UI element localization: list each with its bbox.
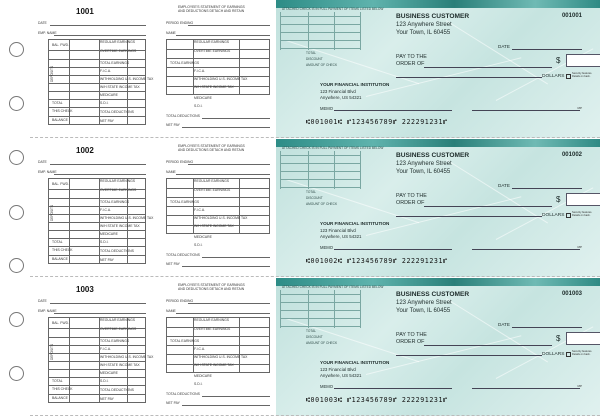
stub-fica-label: F.I.C.A. — [100, 347, 112, 351]
memo-line[interactable] — [334, 110, 452, 111]
stub-name-line[interactable] — [176, 313, 270, 314]
stub-total-earnings-label-2: TOTAL EARNINGS — [170, 200, 200, 204]
business-address-line1: 123 Anywhere Street — [396, 300, 452, 306]
stub-deposits-label: DEPOSITS — [50, 65, 54, 82]
bank-name: YOUR FINANCIAL INSTITUTION — [320, 221, 390, 226]
stub-total-deductions-line[interactable] — [202, 257, 270, 258]
amount-box[interactable] — [566, 54, 600, 67]
stub-period-ending-line[interactable] — [188, 25, 270, 26]
check-side-total: TOTAL — [306, 329, 316, 333]
stub-overtime-earnings-label: OVERTIME EARNINGS — [100, 327, 137, 331]
amount-box[interactable] — [566, 193, 600, 206]
amount-words-line[interactable] — [396, 77, 542, 78]
stub-deposits-label: DEPOSITS — [50, 343, 54, 360]
bank-address-line2: Anywhere, US 54321 — [320, 373, 362, 378]
stub-sdi-label-2: S.D.I. — [194, 104, 203, 108]
stub-balance-label: BALANCE — [52, 257, 68, 261]
stub-balance-label: BALANCE — [52, 396, 68, 400]
security-note: Security features. Details on back. — [572, 350, 593, 356]
memo-label: MEMO — [320, 106, 334, 111]
business-address-line1: 123 Anywhere Street — [396, 22, 452, 28]
stub-medicare-label-2: MEDICARE — [194, 96, 212, 100]
stub-fica-label: F.I.C.A. — [100, 69, 112, 73]
stub-total-earnings-label: TOTAL EARNINGS — [100, 200, 130, 204]
stub-medicare-label-2: MEDICARE — [194, 374, 212, 378]
stub-emp-name-line[interactable] — [54, 174, 146, 175]
business-address-line2: Your Town, IL 60455 — [396, 169, 451, 175]
payee-line[interactable] — [424, 345, 552, 346]
check-side-discount: DISCOUNT — [306, 335, 323, 339]
micr-line: ⑆001003⑆ ⑈123456789⑈ 222291231⑈ — [306, 396, 448, 404]
stub-name-label: NAME — [166, 31, 176, 35]
micr-line: ⑆001002⑆ ⑈123456789⑈ 222291231⑈ — [306, 257, 448, 265]
pay-to-label-line2: ORDER OF — [396, 339, 425, 345]
mp-label: MP — [577, 106, 582, 110]
check — [276, 0, 600, 138]
check-date-line[interactable] — [512, 49, 582, 50]
check-number: 001003 — [561, 291, 582, 297]
stub-medicare-label: MEDICARE — [100, 371, 118, 375]
stub-net-pay-label-2: NET PAY — [166, 401, 180, 405]
stub-overtime-earnings-label: OVERTIME EARNINGS — [100, 188, 137, 192]
payee-line[interactable] — [424, 67, 552, 68]
stub-emp-name-line[interactable] — [54, 313, 146, 314]
check-side-discount: DISCOUNT — [306, 57, 323, 61]
stub-fica-label: F.I.C.A. — [100, 208, 112, 212]
binder-hole-icon — [9, 258, 24, 273]
dollars-label: DOLLARS — [542, 74, 565, 79]
stub-number: 1001 — [76, 7, 94, 16]
check-number: 001002 — [561, 152, 582, 158]
stub-total-earnings-label: TOTAL EARNINGS — [100, 339, 130, 343]
memo-label: MEMO — [320, 384, 334, 389]
check-side-total: TOTAL — [306, 51, 316, 55]
stub-balance-label: BALANCE — [52, 118, 68, 122]
memo-label: MEMO — [320, 245, 334, 250]
stub-statement-line1: EMPLOYEE'S STATEMENT OF EARNINGS — [178, 283, 245, 287]
stub-date-line[interactable] — [50, 164, 146, 165]
stub-number: 1003 — [76, 285, 94, 294]
stub-regular-earnings-label-2: REGULAR EARNINGS — [194, 40, 230, 44]
dollars-label: DOLLARS — [542, 213, 565, 218]
check-side-discount: DISCOUNT — [306, 196, 323, 200]
security-note: Security features. Details on back. — [572, 72, 593, 78]
stub-fica-label-2: F.I.C.A. — [194, 69, 206, 73]
pay-to-label-line2: ORDER OF — [396, 200, 425, 206]
pay-to-label-line1: PAY TO THE — [396, 54, 427, 60]
pay-to-label-line1: PAY TO THE — [396, 193, 427, 199]
stub-date-label: DATE — [38, 21, 47, 25]
security-note: Security features. Details on back. — [572, 211, 593, 217]
stub-emp-name-label: EMP. NAME — [38, 309, 57, 313]
stub-total-deductions-label: TOTAL DEDUCTIONS — [100, 110, 134, 114]
stub-sdi-label-2: S.D.I. — [194, 243, 203, 247]
stub-medicare-label: MEDICARE — [100, 232, 118, 236]
stub-withholding-us-label: WITHHOLDING U.S. INCOME TAX — [100, 355, 154, 359]
stub-total-deductions-label: TOTAL DEDUCTIONS — [100, 249, 134, 253]
memo-line[interactable] — [334, 249, 452, 250]
check-date-label: DATE — [498, 322, 510, 327]
pay-stub — [30, 139, 274, 277]
bank-address-line2: Anywhere, US 54321 — [320, 95, 362, 100]
stub-withholding-state-label: W/H STATE INCOME TAX — [100, 224, 140, 228]
stub-withholding-state-label: W/H STATE INCOME TAX — [100, 85, 140, 89]
amount-words-line[interactable] — [396, 216, 542, 217]
check-number: 001001 — [561, 13, 582, 19]
dollar-sign: $ — [556, 56, 561, 65]
stub-date-line[interactable] — [50, 25, 146, 26]
check-side-header: ATTACHED CHECK IS IN FULL PAYMENT OF ITEMS LISTED BELOW — [282, 7, 384, 11]
stub-statement-line2: AND DEDUCTIONS DETACH AND RETAIN — [178, 148, 245, 152]
stub-name-label: NAME — [166, 309, 176, 313]
stub-date-line[interactable] — [50, 303, 146, 304]
mp-label: MP — [577, 384, 582, 388]
stub-net-pay-line[interactable] — [182, 266, 270, 267]
check — [276, 139, 600, 277]
stub-emp-name-line[interactable] — [54, 35, 146, 36]
stub-total-earnings-label-2: TOTAL EARNINGS — [170, 339, 200, 343]
stub-sdi-label: S.D.I. — [100, 101, 109, 105]
check-date-label: DATE — [498, 183, 510, 188]
stub-total-deductions-label-2: TOTAL DEDUCTIONS — [166, 253, 200, 257]
stub-name-line[interactable] — [176, 35, 270, 36]
stub-withholding-us-label-2: WITHHOLDING U.S. INCOME TAX — [194, 355, 248, 359]
stub-total-deductions-label: TOTAL DEDUCTIONS — [100, 388, 134, 392]
stub-withholding-us-label-2: WITHHOLDING U.S. INCOME TAX — [194, 77, 248, 81]
check-row — [30, 139, 600, 277]
memo-line[interactable] — [334, 388, 452, 389]
stub-total-label: TOTAL — [52, 379, 63, 383]
business-name: BUSINESS CUSTOMER — [396, 13, 470, 20]
stub-total-deductions-line[interactable] — [202, 118, 270, 119]
check-side-amount: AMOUNT OF CHECK — [306, 63, 338, 67]
stub-name-label: NAME — [166, 170, 176, 174]
pay-to-label-line1: PAY TO THE — [396, 332, 427, 338]
perforation-line — [30, 276, 600, 277]
stub-net-pay-label-2: NET PAY — [166, 262, 180, 266]
business-address-line2: Your Town, IL 60455 — [396, 308, 451, 314]
business-address-line2: Your Town, IL 60455 — [396, 30, 451, 36]
stub-total-deductions-line[interactable] — [202, 396, 270, 397]
stub-total-label: TOTAL — [52, 101, 63, 105]
stub-sdi-label-2: S.D.I. — [194, 382, 203, 386]
check-row — [30, 0, 600, 138]
stub-bal-fwd-label: BAL. FWD. — [52, 43, 69, 47]
check — [276, 278, 600, 416]
signature-line[interactable] — [472, 388, 580, 389]
dollar-sign: $ — [556, 195, 561, 204]
stub-sdi-label: S.D.I. — [100, 240, 109, 244]
pay-stub — [30, 0, 274, 138]
stub-this-check-label: THIS CHECK — [52, 248, 73, 252]
padlock-icon — [566, 213, 571, 218]
binder-hole-icon — [9, 366, 24, 381]
check-side-header: ATTACHED CHECK IS IN FULL PAYMENT OF ITEMS LISTED BELOW — [282, 146, 384, 150]
micr-line: ⑆001001⑆ ⑈123456789⑈ 222291231⑈ — [306, 118, 448, 126]
check-date-label: DATE — [498, 44, 510, 49]
stub-net-pay-line[interactable] — [182, 127, 270, 128]
signature-line[interactable] — [472, 249, 580, 250]
stub-date-label: DATE — [38, 299, 47, 303]
stub-withholding-us-label-2: WITHHOLDING U.S. INCOME TAX — [194, 216, 248, 220]
pay-stub — [30, 278, 274, 416]
stub-total-label: TOTAL — [52, 240, 63, 244]
stub-net-pay-label: NET PAY — [100, 397, 114, 401]
check-date-line[interactable] — [512, 188, 582, 189]
padlock-icon — [566, 352, 571, 357]
bank-address-line1: 123 Financial Blvd — [320, 89, 356, 94]
stub-withholding-us-label: WITHHOLDING U.S. INCOME TAX — [100, 77, 154, 81]
stub-fica-label-2: F.I.C.A. — [194, 208, 206, 212]
bank-address-line1: 123 Financial Blvd — [320, 367, 356, 372]
stub-emp-name-label: EMP. NAME — [38, 31, 57, 35]
stub-regular-earnings-label: REGULAR EARNINGS — [100, 40, 136, 44]
pay-to-label-line2: ORDER OF — [396, 61, 425, 67]
stub-bal-fwd-label: BAL. FWD. — [52, 321, 69, 325]
stub-overtime-earnings-label-2: OVERTIME EARNINGS — [194, 188, 231, 192]
amount-words-line[interactable] — [396, 355, 542, 356]
stub-overtime-earnings-label-2: OVERTIME EARNINGS — [194, 49, 231, 53]
stub-period-ending-line[interactable] — [188, 303, 270, 304]
stub-period-ending-line[interactable] — [188, 164, 270, 165]
stub-regular-earnings-label: REGULAR EARNINGS — [100, 179, 136, 183]
binder-hole-icon — [9, 205, 24, 220]
stub-bal-fwd-label: BAL. FWD. — [52, 182, 69, 186]
check-side-amount: AMOUNT OF CHECK — [306, 341, 338, 345]
binder-hole-icon — [9, 150, 24, 165]
check-side-total: TOTAL — [306, 190, 316, 194]
stub-fica-label-2: F.I.C.A. — [194, 347, 206, 351]
mp-label: MP — [577, 245, 582, 249]
stub-net-pay-label-2: NET PAY — [166, 123, 180, 127]
amount-box[interactable] — [566, 332, 600, 345]
stub-this-check-label: THIS CHECK — [52, 109, 73, 113]
stub-period-ending-label: PERIOD ENDING — [166, 299, 194, 303]
stub-period-ending-label: PERIOD ENDING — [166, 21, 194, 25]
stub-number: 1002 — [76, 146, 94, 155]
stub-period-ending-label: PERIOD ENDING — [166, 160, 194, 164]
stub-statement-line1: EMPLOYEE'S STATEMENT OF EARNINGS — [178, 5, 245, 9]
bank-name: YOUR FINANCIAL INSTITUTION — [320, 360, 390, 365]
stub-withholding-state-label-2: W/H STATE INCOME TAX — [194, 85, 234, 89]
perforation-line — [30, 137, 600, 138]
stub-date-label: DATE — [38, 160, 47, 164]
stub-net-pay-label: NET PAY — [100, 119, 114, 123]
stub-name-line[interactable] — [176, 174, 270, 175]
business-name: BUSINESS CUSTOMER — [396, 152, 470, 159]
stub-statement-line1: EMPLOYEE'S STATEMENT OF EARNINGS — [178, 144, 245, 148]
stub-total-earnings-label-2: TOTAL EARNINGS — [170, 61, 200, 65]
stub-withholding-state-label-2: W/H STATE INCOME TAX — [194, 224, 234, 228]
stub-regular-earnings-label-2: REGULAR EARNINGS — [194, 318, 230, 322]
stub-regular-earnings-label-2: REGULAR EARNINGS — [194, 179, 230, 183]
stub-statement-line2: AND DEDUCTIONS DETACH AND RETAIN — [178, 9, 245, 13]
business-name: BUSINESS CUSTOMER — [396, 291, 470, 298]
check-row — [30, 278, 600, 416]
stub-overtime-earnings-label-2: OVERTIME EARNINGS — [194, 327, 231, 331]
check-side-header: ATTACHED CHECK IS IN FULL PAYMENT OF ITEMS LISTED BELOW — [282, 285, 384, 289]
stub-withholding-us-label: WITHHOLDING U.S. INCOME TAX — [100, 216, 154, 220]
dollar-sign: $ — [556, 334, 561, 343]
dollars-label: DOLLARS — [542, 352, 565, 357]
binder-hole-icon — [9, 42, 24, 57]
stub-net-pay-line[interactable] — [182, 405, 270, 406]
stub-medicare-label-2: MEDICARE — [194, 235, 212, 239]
padlock-icon — [566, 74, 571, 79]
stub-statement-line2: AND DEDUCTIONS DETACH AND RETAIN — [178, 287, 245, 291]
stub-deposits-label: DEPOSITS — [50, 204, 54, 221]
stub-sdi-label: S.D.I. — [100, 379, 109, 383]
stub-regular-earnings-label: REGULAR EARNINGS — [100, 318, 136, 322]
stub-withholding-state-label: W/H STATE INCOME TAX — [100, 363, 140, 367]
binder-hole-icon — [9, 96, 24, 111]
binder-holes — [0, 0, 30, 416]
stub-net-pay-label: NET PAY — [100, 258, 114, 262]
stub-withholding-state-label-2: W/H STATE INCOME TAX — [194, 363, 234, 367]
check-side-amount: AMOUNT OF CHECK — [306, 202, 338, 206]
stub-medicare-label: MEDICARE — [100, 93, 118, 97]
business-address-line1: 123 Anywhere Street — [396, 161, 452, 167]
stub-this-check-label: THIS CHECK — [52, 387, 73, 391]
stub-total-earnings-label: TOTAL EARNINGS — [100, 61, 130, 65]
signature-line[interactable] — [472, 110, 580, 111]
bank-address-line1: 123 Financial Blvd — [320, 228, 356, 233]
stub-emp-name-label: EMP. NAME — [38, 170, 57, 174]
bank-address-line2: Anywhere, US 54321 — [320, 234, 362, 239]
stub-overtime-earnings-label: OVERTIME EARNINGS — [100, 49, 137, 53]
check-date-line[interactable] — [512, 327, 582, 328]
stub-total-deductions-label-2: TOTAL DEDUCTIONS — [166, 114, 200, 118]
payee-line[interactable] — [424, 206, 552, 207]
bank-name: YOUR FINANCIAL INSTITUTION — [320, 82, 390, 87]
binder-hole-icon — [9, 312, 24, 327]
stub-total-deductions-label-2: TOTAL DEDUCTIONS — [166, 392, 200, 396]
